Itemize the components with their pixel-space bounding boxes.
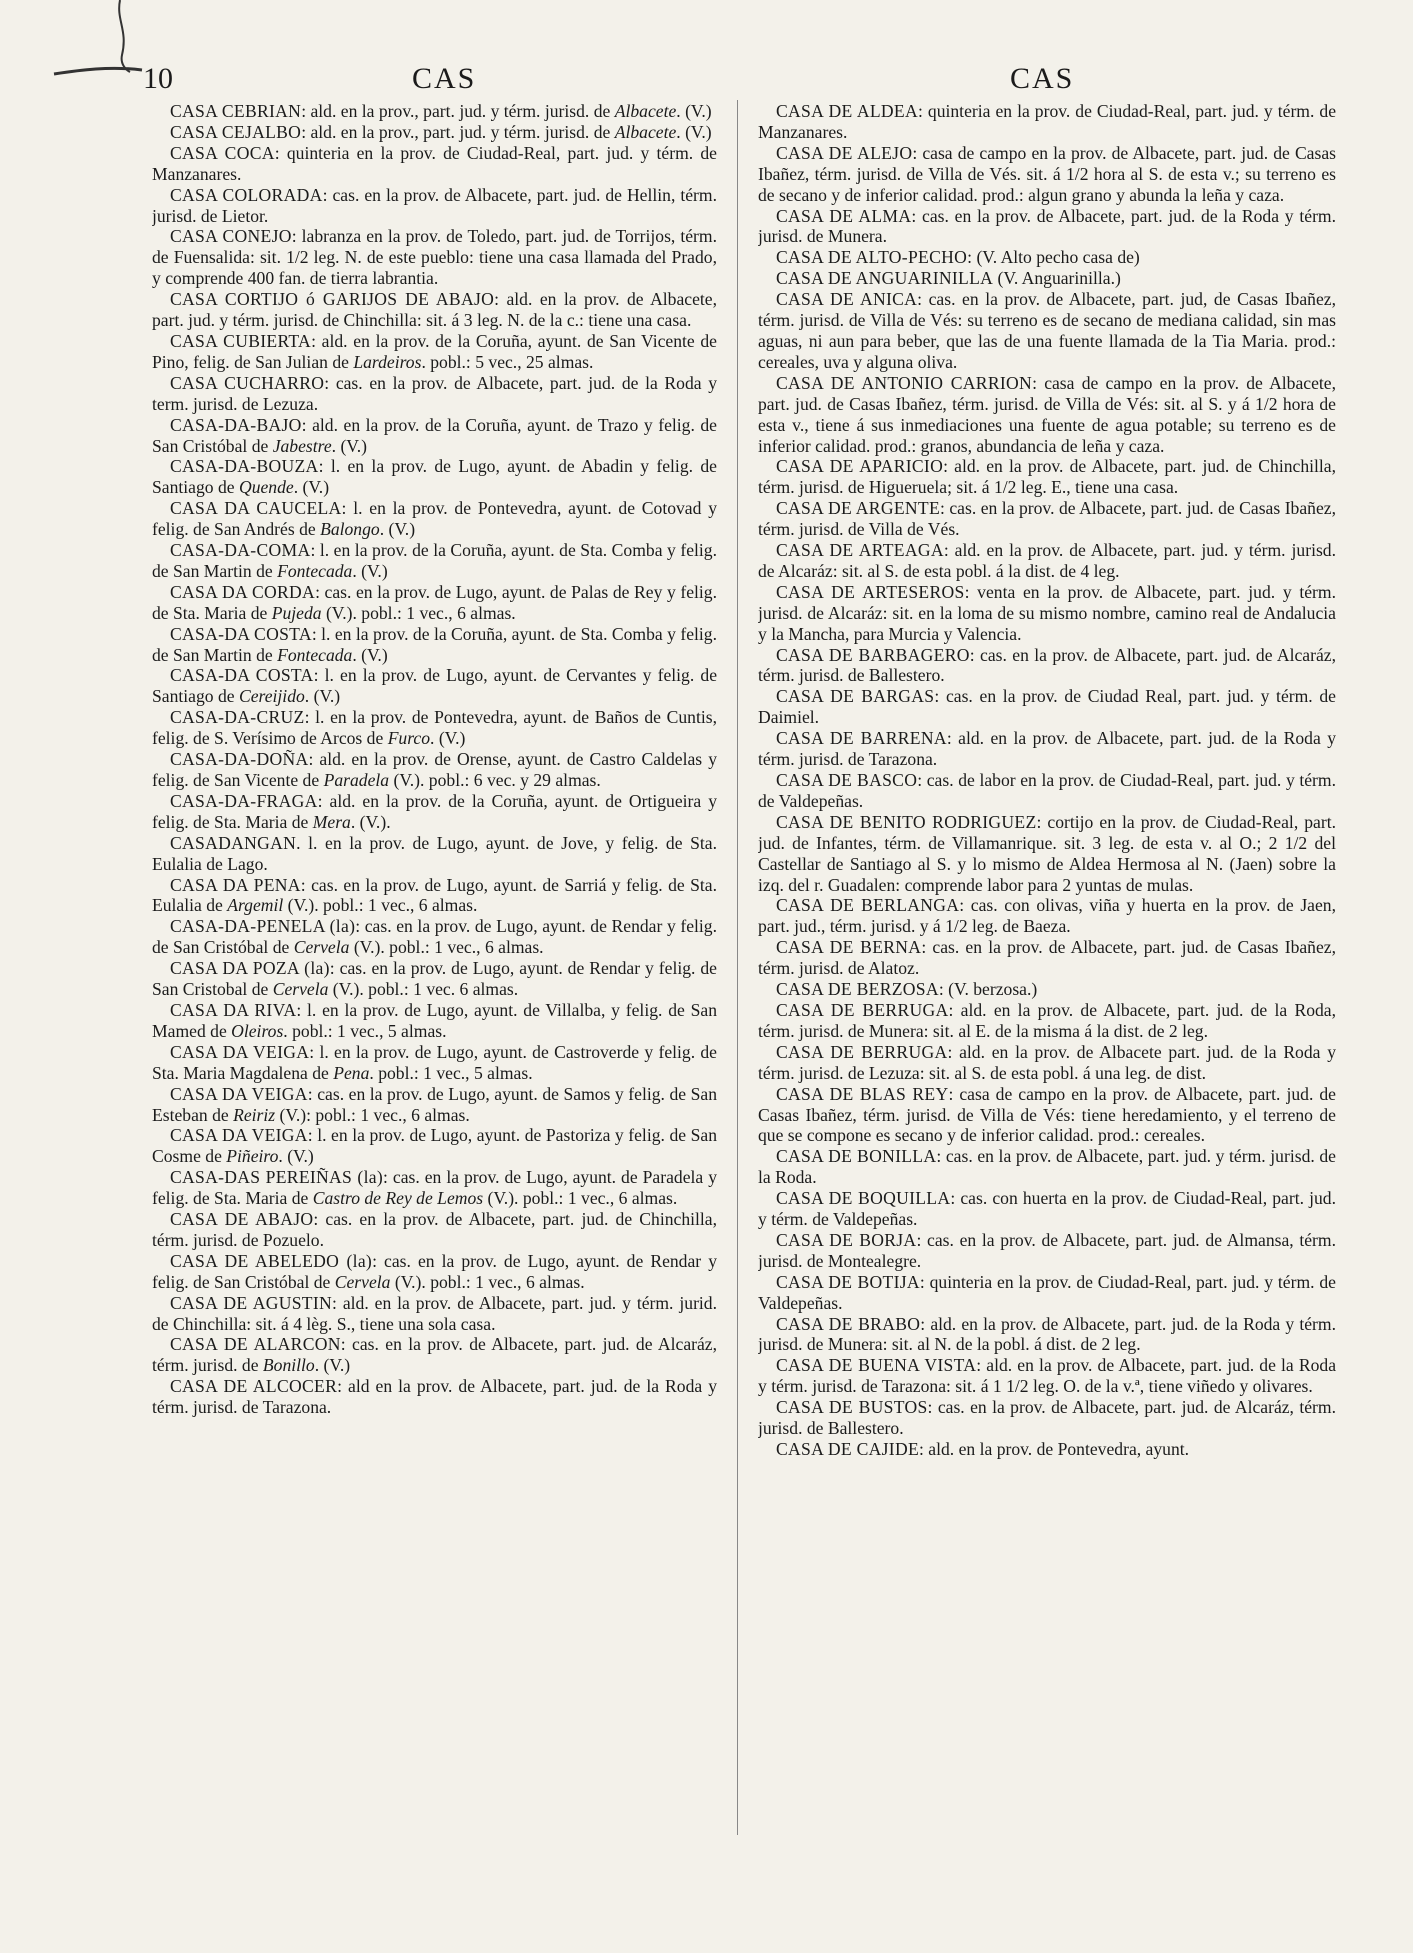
- running-head-right: CAS: [1010, 62, 1075, 95]
- dictionary-entry: [152, 122, 717, 143]
- entry-body: : l. en la prov. de la Coruña, ayunt. de Sta. Comba y felig. de San Martin de: [152, 540, 717, 581]
- entry-body: : cas. en la prov. de Albacete, part. jud. y térm. jurisd. de la Roda.: [758, 1146, 1336, 1188]
- entry-body: : l. en la prov. de Pontevedra, ayunt. de Cotovad y felig. de San Andrés de: [152, 498, 717, 540]
- entry-tail: . (V.): [331, 435, 368, 456]
- entry-tail: (V.). pobl.: 1 vec. 6 almas.: [328, 979, 519, 1000]
- dictionary-entry: [758, 645, 1336, 687]
- entry-headword: CASA DE BOTIJA: [776, 1271, 920, 1292]
- entry-headword: CASA DE ALDEA: [776, 101, 918, 121]
- entry-headword: CASA DE BARRENA: [776, 728, 947, 749]
- entry-body: : l. en la prov. de Lugo, ayunt. de Pastoriza y felig. de San Cosme de: [152, 1125, 717, 1167]
- dictionary-entry: [152, 1376, 717, 1418]
- entry-headword: CASA DE ANICA: [776, 289, 918, 310]
- entry-body: : cas. en la prov. de Albacete, part. jud. de Alcaráz, térm. jurisd. de: [152, 1334, 717, 1376]
- entry-tail: (V.). pobl.: 1 vec., 6 almas.: [483, 1188, 678, 1209]
- entry-body: : ald. en la prov. de Albacete, part. jud. de la Roda y térm. jurisd. de Tarazona: sit. á 1 1/2 leg. O. de la v.ª, tiene viñedo y olivares.: [758, 1355, 1336, 1397]
- entry-body: : cas. en la prov. de Lugo, ayunt. de Samos y felig. de San Esteban de: [152, 1083, 717, 1125]
- entry-tail: . pobl.: 1 vec., 5 almas.: [283, 1020, 447, 1041]
- entry-headword: CASA DE ARTEAGA: [776, 540, 944, 561]
- entry-body: : casa de campo en la prov. de Albacete, part. jud. de Casas Ibañez, térm. jurisd. de Villa de Vés. sit. á 1/2 hora al S. de esta v.; su terreno es de secano y de inferior calidad. prod.: algun grano y abunda la leña y caza.: [758, 142, 1336, 205]
- dictionary-entry: [152, 1209, 717, 1251]
- entry-body: : ald en la prov. de Albacete, part. jud. de la Roda y térm. jurisd. de Tarazona.: [152, 1376, 717, 1418]
- entry-headword: CASA DE ALEJO: [776, 142, 913, 163]
- entry-body: : cas. de labor en la prov. de Ciudad-Real, part. jud. y térm. de Valdepeñas.: [758, 770, 1336, 811]
- dictionary-entry: [152, 1000, 717, 1042]
- entry-body: : ald. en la prov. de Albacete, part. jud. y térm. jurid. de Chinchilla: sit. á 4 lèg. S., tiene una sola casa.: [152, 1292, 717, 1334]
- entry-italic-place: Lardeiros: [353, 351, 422, 372]
- entry-body: : quinteria en la prov. de Ciudad-Real, part. jud. y térm. de Manzanares.: [152, 142, 717, 184]
- entry-italic-place: Argemil: [227, 895, 284, 916]
- entry-body: : l. en la prov. de Lugo, ayunt. de Villalba, y felig. de San Mamed de: [152, 999, 717, 1041]
- entry-headword: CASA-DA-BAJO: [170, 414, 302, 435]
- entry-body: : l. en la prov. de Lugo, ayunt. de Abadin y felig. de Santiago de: [152, 456, 717, 498]
- entry-body: : cas. en la prov. de Lugo, ayunt. de Paradela y felig. de Sta. Maria de: [152, 1167, 717, 1209]
- entry-body: : ald. en la prov. de Albacete, part. jud. de la Roda y térm. jurisd. de Tarazona.: [758, 728, 1336, 770]
- dictionary-entry: [152, 415, 717, 457]
- entry-headword: CASA DA CAUCELA: [170, 498, 342, 519]
- dictionary-entry: [152, 1042, 717, 1084]
- entry-body: : cas. en la prov. de Lugo, ayunt. de Rendar y felig. de San Cristobal de: [152, 958, 717, 1000]
- dictionary-entry: [758, 1272, 1336, 1314]
- entry-headword: CASA CUBIERTA: [170, 330, 312, 351]
- entry-body: : l. en la prov. de Pontevedra, ayunt. de Baños de Cuntis, felig. de S. Verísimo de Arcos de: [152, 707, 717, 749]
- dictionary-entry: [152, 498, 717, 540]
- entry-body: : cas. en la prov. de Albacete, part. jud. de la Roda y term. jurisd. de Lezuza.: [152, 372, 717, 414]
- dictionary-entry: [758, 540, 1336, 582]
- entry-headword: CASA-DAS PEREIÑAS (la): [170, 1167, 384, 1188]
- dictionary-entry: [758, 582, 1336, 645]
- entry-tail: . (V.).: [350, 811, 391, 832]
- dictionary-entry: [758, 268, 1336, 289]
- entry-tail: . (V.): [293, 477, 330, 498]
- entry-italic-place: Quende: [238, 477, 294, 498]
- entry-body: : l. en la prov. de Lugo, ayunt. de Cervantes y felig. de Santiago de: [152, 665, 717, 707]
- entry-headword: CASA DE APARICIO: [776, 456, 944, 477]
- entry-headword: CASA COLORADA: [170, 184, 323, 205]
- entry-body: : ald. en la prov., part. jud. y térm. jurisd. de: [301, 101, 615, 121]
- entry-headword: CASADANGAN: [170, 832, 297, 853]
- entry-body: : cas. en la prov. de Albacete, part. jud, de Casas Ibañez, térm. jurisd. de Villa de Vés: su terreno es de secano de mediana calidad, sin mas aguas, ni aun para beber, que las de una fuente llamada de la Tia Maria. prod.: cereales, uva y alguna oliva.: [758, 289, 1336, 372]
- entry-tail: . pobl.: 1 vec., 5 almas.: [369, 1062, 533, 1083]
- dictionary-entry: [758, 1000, 1336, 1042]
- entry-body: : cas. en la prov. de Albacete, part. jud. de Hellin, térm. jurisd. de Lietor.: [152, 184, 717, 226]
- dictionary-entry: [152, 373, 717, 415]
- entry-headword: CASA DA RIVA: [170, 999, 297, 1020]
- entry-headword: CASA DE BORJA: [776, 1229, 917, 1250]
- dictionary-entry: [152, 101, 717, 122]
- entry-body: : cas. con huerta en la prov. de Ciudad-Real, part. jud. y térm. de Valdepeñas.: [758, 1188, 1336, 1230]
- entry-headword: CASA DE BRABO: [776, 1313, 921, 1334]
- dictionary-entry: [758, 770, 1336, 812]
- entry-headword: CASA DE AGUSTIN: [170, 1292, 333, 1313]
- dictionary-entry: [758, 812, 1336, 896]
- dictionary-entry: [152, 540, 717, 582]
- entry-tail: . (V.): [314, 1355, 351, 1376]
- entry-body: : ald. en la prov. de Albacete, part. jud. de la Roda y térm. jurisd. de Munera: sit. al N. de la pobl. á dist. de 2 leg.: [758, 1313, 1336, 1355]
- dictionary-entry: [758, 1230, 1336, 1272]
- entry-headword: CASA-DA-PENELA (la): [170, 916, 356, 937]
- entry-body: : cas. en la prov. de Albacete, part. jud. de Alcaráz, térm. jurisd. de Ballestero.: [758, 1397, 1336, 1439]
- entry-italic-place: Bonillo: [262, 1355, 315, 1376]
- entry-headword: CASA DE BLAS REY: [776, 1083, 949, 1104]
- entry-body: : ald. en la prov. de Albacete, part. jud. de la Roda, térm. jurisd. de Munera: sit. al E. de la misma á la dist. de 2 leg.: [758, 999, 1336, 1041]
- right-column: [758, 101, 1336, 1841]
- entry-headword: CASA DE ABAJO: [170, 1209, 314, 1230]
- entry-headword: CASA DA VEIGA: [170, 1083, 308, 1104]
- entry-headword: CASA CORTIJO ó GARIJOS DE ABAJO: [170, 289, 495, 310]
- entry-headword: CASA DE ALARCON: [170, 1334, 341, 1355]
- dictionary-entry: [152, 624, 717, 666]
- entry-italic-place: Balongo: [320, 519, 380, 540]
- entry-headword: CASA DE BERLANGA: [776, 895, 960, 916]
- dictionary-entry: [152, 833, 717, 875]
- entry-headword: CASA DE BERRUGA: [776, 1041, 948, 1062]
- entry-body: : (V. Alto pecho casa de): [967, 247, 1140, 268]
- entry-body: : cas. en la prov. de Lugo, ayunt. de Rendar y felig. de San Cristóbal de: [152, 1250, 717, 1292]
- dictionary-entry: [758, 979, 1336, 1000]
- dictionary-entry: [152, 1251, 717, 1293]
- entry-headword: CASA DE BUSTOS: [776, 1397, 928, 1418]
- entry-tail: (V.). pobl.: 1 vec., 6 almas.: [321, 602, 516, 623]
- entry-headword: CASA DE ARGENTE: [776, 498, 940, 519]
- dictionary-entry: [758, 1042, 1336, 1084]
- entry-tail: . (V.): [278, 1146, 314, 1167]
- entry-body: : ald. en la prov. de Orense, ayunt. de Castro Caldelas y felig. de San Vicente de: [152, 749, 717, 790]
- entry-body: : cas. en la prov. de Albacete, part. jud. de Almansa, térm. jurisd. de Montealegre.: [758, 1229, 1336, 1271]
- dictionary-entry: [758, 1146, 1336, 1188]
- dictionary-entry: [152, 1293, 717, 1335]
- entry-headword: CASA DE BUENA VISTA: [776, 1355, 977, 1376]
- entry-body: : cas. con olivas, viña y huerta en la prov. de Jaen, part. jud., térm. jurisd. y á 1/2 leg. de Baeza.: [758, 895, 1336, 937]
- entry-headword: CASA DA VEIGA: [170, 1125, 308, 1146]
- entry-body: : ald. en la prov. de Albacete part. jud. de la Roda y térm. jurisd. de Lezuza: sit. al S. de esta pobl. á una leg. de dist.: [758, 1041, 1336, 1083]
- entry-body: . l. en la prov. de Lugo, ayunt. de Jove, y felig. de Sta. Eulalia de Lago.: [152, 832, 717, 874]
- entry-body: : cas. en la prov. de Albacete, part. jud. de Alcaráz, térm. jurisd. de Ballestero.: [758, 644, 1336, 686]
- entry-headword: CASA DE ABELEDO (la): [170, 1250, 373, 1271]
- dictionary-entry: [152, 226, 717, 289]
- entry-headword: CASA-DA-DOÑA: [170, 749, 309, 770]
- entry-body: : ald. en la prov. de Albacete, part. jud. de Chinchilla, térm. jurisd. de Higueruela; sit. á 1/2 leg. E., tiene una casa.: [758, 456, 1336, 498]
- dictionary-entry: [758, 937, 1336, 979]
- entry-italic-place: Reiriz: [233, 1104, 276, 1125]
- entry-body: : ald. en la prov. de Albacete, part. jud. y térm. jurisd. de Chinchilla: sit. á 3 leg. N. de la c.: tiene una casa.: [152, 289, 717, 331]
- entry-headword: CASA DE BONILLA: [776, 1146, 937, 1167]
- entry-headword: CASA DE ARTESEROS: [776, 581, 965, 602]
- entry-headword: CASA DE BERRUGA: [776, 999, 949, 1020]
- entry-italic-place: Albacete: [614, 121, 677, 142]
- dictionary-entry: [152, 707, 717, 749]
- entry-headword: CASA DE ALMA: [776, 205, 912, 226]
- entry-tail: (V.). pobl.: 1 vec., 6 almas.: [390, 1271, 585, 1292]
- entry-headword: CASA DE BASCO: [776, 770, 918, 790]
- entry-headword: CASA-DA-COMA: [170, 540, 311, 561]
- entry-body: : venta en la prov. de Albacete, part. jud. y térm. jurisd. de Alcaráz: sit. en la loma de su mismo nombre, camino real de Andalucia y la Mancha, para Murcia y Valencia.: [758, 581, 1336, 644]
- entry-italic-place: Cervela: [334, 1271, 391, 1292]
- entry-body: : quinteria en la prov. de Ciudad-Real, part. jud. y térm. de Valdepeñas.: [758, 1271, 1336, 1313]
- dictionary-entry: [152, 582, 717, 624]
- entry-tail: (V.): pobl.: 1 vec., 6 almas.: [275, 1104, 470, 1125]
- dictionary-entry: [758, 1355, 1336, 1397]
- entry-body: : ald. en la prov. de la Coruña, ayunt. de San Vicente de Pino, felig. de San Julian de: [152, 330, 717, 372]
- entry-headword: CASA DE ALTO-PECHO: [776, 247, 968, 268]
- dictionary-entry: [758, 247, 1336, 268]
- entry-tail: . pobl.: 5 vec., 25 almas.: [421, 351, 594, 372]
- dictionary-entry: [758, 895, 1336, 937]
- entry-tail: (V.). pobl.: 1 vec., 6 almas.: [349, 937, 544, 958]
- entry-tail: . (V.): [352, 560, 388, 581]
- entry-italic-place: Mera: [312, 811, 351, 832]
- entry-body: : cas. en la prov. de Albacete, part. jud. de Casas Ibañez, térm. jurisd. de Villa de Vés.: [758, 498, 1336, 540]
- entry-headword: CASA CEJALBO: [170, 121, 302, 142]
- entry-headword: CASA CUCHARRO: [170, 372, 325, 393]
- entry-body: : cas. en la prov. de Lugo, ayunt. de Palas de Rey y felig. de Sta. Maria de: [152, 581, 717, 623]
- entry-tail: . (V.): [676, 101, 712, 121]
- dictionary-entry: [152, 1125, 717, 1167]
- entry-tail: . (V.): [430, 728, 466, 749]
- dictionary-entry: [758, 101, 1336, 143]
- entry-italic-place: Cervela: [272, 979, 329, 1000]
- column-divider: [737, 100, 738, 1835]
- entry-body: : ald. en la prov. de Pontevedra, ayunt.: [919, 1439, 1190, 1459]
- entry-italic-place: Castro de Rey de Lemos: [312, 1188, 484, 1209]
- entry-body: : cortijo en la prov. de Ciudad-Real, part. jud. de Infantes, térm. de Villamanrique. sit. 3 leg. de esta v. al O.; 2 1/2 del Castellar de Santiago al S. y lo mismo de Aldea Hermosa al N. (Jaen) sobre la izq. del r. Guadalen: comprende labor para 2 yuntas de mulas.: [758, 811, 1336, 895]
- dictionary-entry: [758, 1439, 1336, 1460]
- page-header: [0, 56, 1413, 96]
- entry-headword: CASA DE BARGAS: [776, 686, 935, 707]
- entry-italic-place: Piñeiro: [226, 1146, 279, 1167]
- dictionary-entry: [152, 185, 717, 227]
- entry-tail: . (V.): [352, 644, 388, 665]
- entry-headword: CASA DA VEIGA: [170, 1041, 310, 1062]
- dictionary-entry: [758, 206, 1336, 248]
- entry-headword: CASA DE BOQUILLA: [776, 1188, 951, 1209]
- entry-body: : labranza en la prov. de Toledo, part. jud. de Torrijos, térm. de Fuensalida: sit. 1/2 leg. N. de este pueblo: tiene una casa llamada del Prado, y comprende 400 fan. de tierra labrantia.: [152, 226, 717, 289]
- dictionary-entry: [152, 1167, 717, 1209]
- dictionary-entry: [152, 875, 717, 917]
- entry-headword: CASA DE ALCOCER: [170, 1376, 338, 1397]
- dictionary-entry: [758, 1084, 1336, 1147]
- entry-body: : cas. en la prov. de Albacete, part. jud. de la Roda y térm. jurisd. de Munera.: [758, 205, 1336, 247]
- left-column: [152, 101, 717, 1841]
- entry-italic-place: Furco: [387, 728, 431, 749]
- entry-italic-place: Albacete: [614, 101, 677, 121]
- entry-body: : ald. en la prov. de la Coruña, ayunt. de Ortigueira y felig. de Sta. Maria de: [152, 790, 717, 832]
- dictionary-entry: [152, 143, 717, 185]
- entry-body: : ald. en la prov., part. jud. y térm. jurisd. de: [301, 121, 615, 142]
- entry-tail: . (V.): [676, 121, 712, 142]
- entry-headword: CASA COCA: [170, 142, 275, 163]
- entry-headword: CASA-DA-CRUZ: [170, 707, 305, 728]
- entry-headword: CASA CONEJO: [170, 226, 292, 247]
- entry-headword: CASA DA CORDA: [170, 581, 316, 602]
- entry-headword: CASA DA PENA: [170, 874, 301, 895]
- entry-headword: CASA DE BENITO RODRIGUEZ: [776, 811, 1037, 832]
- entry-italic-place: Pena: [333, 1062, 370, 1083]
- entry-italic-place: Fontecada: [277, 560, 353, 581]
- dictionary-entry: [152, 456, 717, 498]
- dictionary-entry: [758, 1397, 1336, 1439]
- entry-headword: CASA-DA COSTA: [170, 623, 312, 644]
- dictionary-entry: [758, 498, 1336, 540]
- entry-body: : l. en la prov. de la Coruña, ayunt. de Sta. Comba y felig. de San Martin de: [152, 623, 717, 665]
- entry-body: : ald. en la prov. de la Coruña, ayunt. de Trazo y felig. de San Cristóbal de: [152, 414, 717, 456]
- entry-italic-place: Cervela: [293, 937, 350, 958]
- entry-headword: CASA-DA-BOUZA: [170, 456, 319, 477]
- entry-tail: . (V.): [304, 686, 341, 707]
- dictionary-entry: [758, 143, 1336, 206]
- entry-italic-place: Paradela: [323, 770, 390, 790]
- entry-body: : quinteria en la prov. de Ciudad-Real, part. jud. y térm. de Manzanares.: [758, 101, 1336, 142]
- entry-headword: CASA DE ANGUARINILLA: [776, 268, 994, 289]
- entry-body: : cas. en la prov. de Albacete, part. jud. de Chinchilla, térm. jurisd. de Pozuelo.: [152, 1209, 717, 1250]
- entry-body: : (V. berzosa.): [938, 979, 1038, 1000]
- running-head-left: CAS: [412, 62, 477, 95]
- dictionary-entry: [758, 373, 1336, 457]
- entry-headword: CASA DE ANTONIO CARRION: [776, 372, 1033, 393]
- entry-body: : cas. en la prov. de Albacete, part. jud. de Casas Ibañez, térm. jurisd. de Alatoz.: [758, 937, 1336, 979]
- dictionary-entry: [152, 791, 717, 833]
- dictionary-entry: [758, 1188, 1336, 1230]
- dictionary-entry: [758, 456, 1336, 498]
- entry-italic-place: Pujeda: [271, 602, 322, 623]
- dictionary-entry: [152, 1084, 717, 1126]
- entry-italic-place: Oleiros: [231, 1020, 284, 1041]
- entry-body: : cas. en la prov. de Ciudad Real, part. jud. y térm. de Daimiel.: [758, 686, 1336, 728]
- entry-headword: CASA DE CAJIDE: [776, 1439, 920, 1459]
- entry-headword: CASA DE BERZOSA: [776, 979, 939, 1000]
- entry-italic-place: Fontecada: [277, 644, 353, 665]
- dictionary-entry: [152, 916, 717, 958]
- entry-body: : ald. en la prov. de Albacete, part. jud. y térm. jurisd. de Alcaráz: sit. al S. de esta pobl. á la dist. de 4 leg.: [758, 540, 1336, 581]
- entry-body: : cas. en la prov. de Lugo, ayunt. de Sarriá y felig. de Sta. Eulalia de: [152, 874, 717, 916]
- entry-body: : casa de campo en la prov. de Albacete, part. jud. de Casas Ibañez, térm. jurisd. de Villa de Vés: tiene heredamiento, y el terreno de que se compone es secano y de inferior calidad. prod.: cereales.: [758, 1083, 1336, 1146]
- entry-italic-place: Jabestre: [272, 435, 332, 456]
- page-number: 10: [143, 62, 173, 95]
- entry-headword: CASA DE BERNA: [776, 937, 922, 958]
- entry-headword: CASA-DA-FRAGA: [170, 790, 318, 811]
- dictionary-entry: [152, 958, 717, 1000]
- entry-body: (V. Anguarinilla.): [993, 268, 1121, 289]
- dictionary-entry: [758, 728, 1336, 770]
- entry-tail: (V.). pobl.: 6 vec. y 29 almas.: [389, 770, 601, 790]
- entry-headword: CASA DA POZA (la): [170, 958, 330, 979]
- dictionary-entry: [152, 289, 717, 331]
- entry-headword: CASA-DA COSTA: [170, 665, 314, 686]
- dictionary-entry: [152, 749, 717, 791]
- dictionary-entry: [758, 289, 1336, 373]
- dictionary-entry: [758, 686, 1336, 728]
- entry-headword: CASA DE BARBAGERO: [776, 644, 970, 665]
- dictionary-entry: [152, 1334, 717, 1376]
- dictionary-entry: [152, 665, 717, 707]
- entry-italic-place: Cereijido: [238, 686, 305, 707]
- entry-headword: CASA CEBRIAN: [170, 101, 302, 121]
- entry-tail: . (V.): [379, 519, 416, 540]
- entry-tail: (V.). pobl.: 1 vec., 6 almas.: [283, 895, 478, 916]
- dictionary-entry: [758, 1314, 1336, 1356]
- dictionary-entry: [152, 331, 717, 373]
- entry-body: : l. en la prov. de Lugo, ayunt. de Castroverde y felig. de Sta. Maria Magdalena de: [152, 1041, 717, 1083]
- entry-body: : cas. en la prov. de Lugo, ayunt. de Rendar y felig. de San Cristóbal de: [152, 916, 717, 958]
- entry-body: : casa de campo en la prov. de Albacete, part. jud. de Casas Ibañez, térm. jurisd. de Villa de Vés: sit. al S. y á 1/2 hora de esta v., tiene á sus inmediaciones una fuente de agua potable; su terreno es de inferior calidad. prod.: granos, abundancia de leña y caza.: [758, 372, 1336, 456]
